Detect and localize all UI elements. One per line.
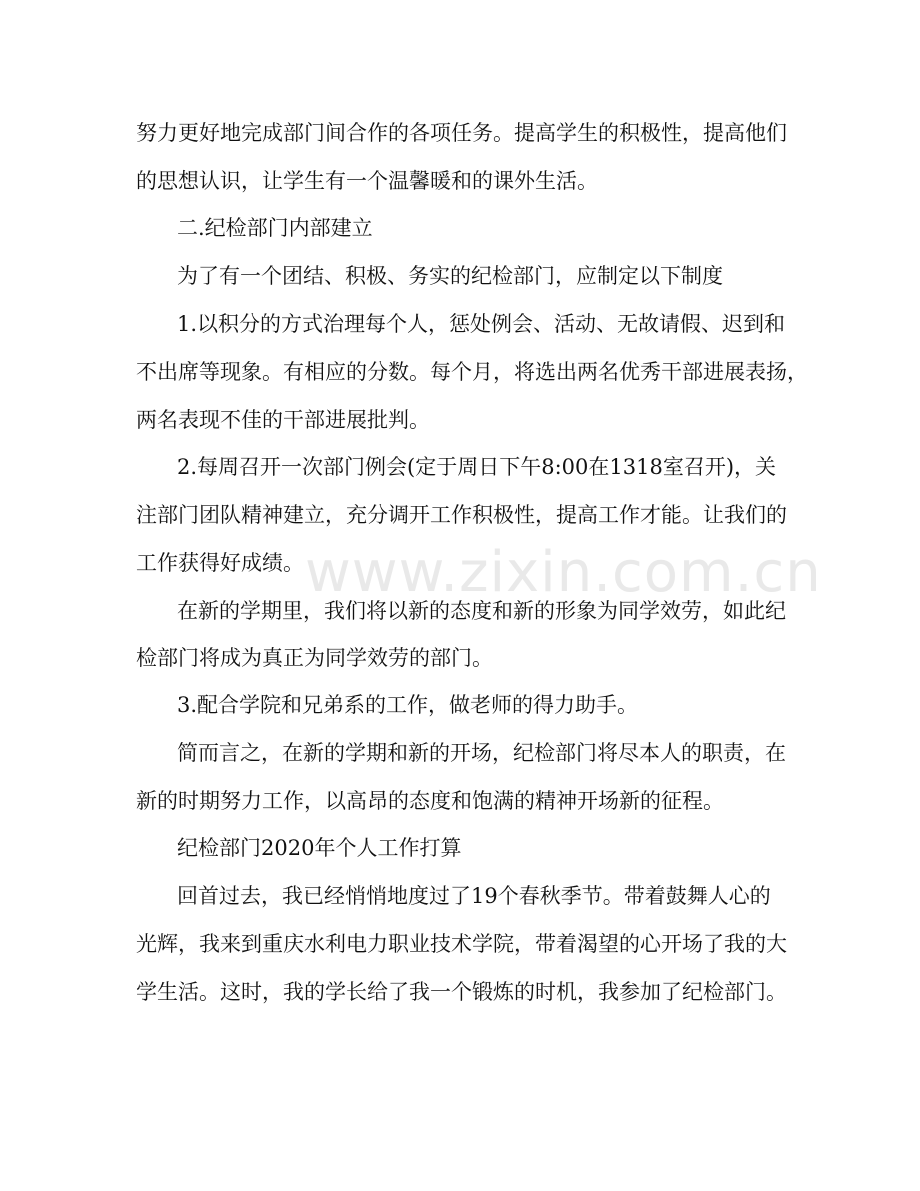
paragraph-line-10: 学生活。这时，我的学长给了我一个锻炼的时机，我参加了纪检部门。: [136, 980, 787, 1004]
rule-item-2-line-2: 注部门团队精神建立，充分调开工作积极性，提高工作才能。让我们的: [136, 503, 787, 527]
document-subtitle: 纪检部门2020年个人工作打算: [177, 836, 462, 860]
rule-item-1-line-3: 两名表现不佳的干部进展批判。: [136, 408, 430, 432]
rule-item-2-line-1: 2.每周召开一次部门例会(定于周日下午8:00在1318室召开)，关: [177, 455, 777, 479]
paragraph-line-1: 努力更好地完成部门间合作的各项任务。提高学生的积极性，提高他们: [136, 121, 787, 145]
rule-item-1-line-1: 1.以积分的方式治理每个人，惩处例会、活动、无故请假、迟到和: [177, 312, 786, 336]
rule-item-3-line-1: 3.配合学院和兄弟系的工作，做老师的得力助手。: [177, 693, 639, 717]
rule-item-1-line-2: 不出席等现象。有相应的分数。每个月，将选出两名优秀干部进展表扬，: [136, 360, 808, 384]
paragraph-line-9: 光辉，我来到重庆水利电力职业技术学院，带着渴望的心开场了我的大: [136, 932, 787, 956]
watermark-text: www.zixin.com.cn: [305, 540, 822, 605]
paragraph-line-4: 在新的学期里，我们将以新的态度和新的形象为同学效劳，如此纪: [177, 599, 786, 623]
paragraph-line-3: 为了有一个团结、积极、务实的纪检部门，应制定以下制度: [177, 264, 723, 288]
rule-item-2-line-3: 工作获得好成绩。: [136, 551, 304, 575]
paragraph-line-8: 回首过去，我已经悄悄地度过了19个春秋季节。带着鼓舞人心的: [177, 884, 771, 908]
paragraph-line-7: 新的时期努力工作，以高昂的态度和饱满的精神开场新的征程。: [136, 789, 724, 813]
paragraph-line-2: 的思想认识，让学生有一个温馨暖和的课外生活。: [136, 169, 598, 193]
paragraph-line-5: 检部门将成为真正为同学效劳的部门。: [136, 646, 493, 670]
paragraph-line-6: 简而言之，在新的学期和新的开场，纪检部门将尽本人的职责，在: [177, 741, 786, 765]
section-heading: 二.纪检部门内部建立: [177, 216, 373, 240]
